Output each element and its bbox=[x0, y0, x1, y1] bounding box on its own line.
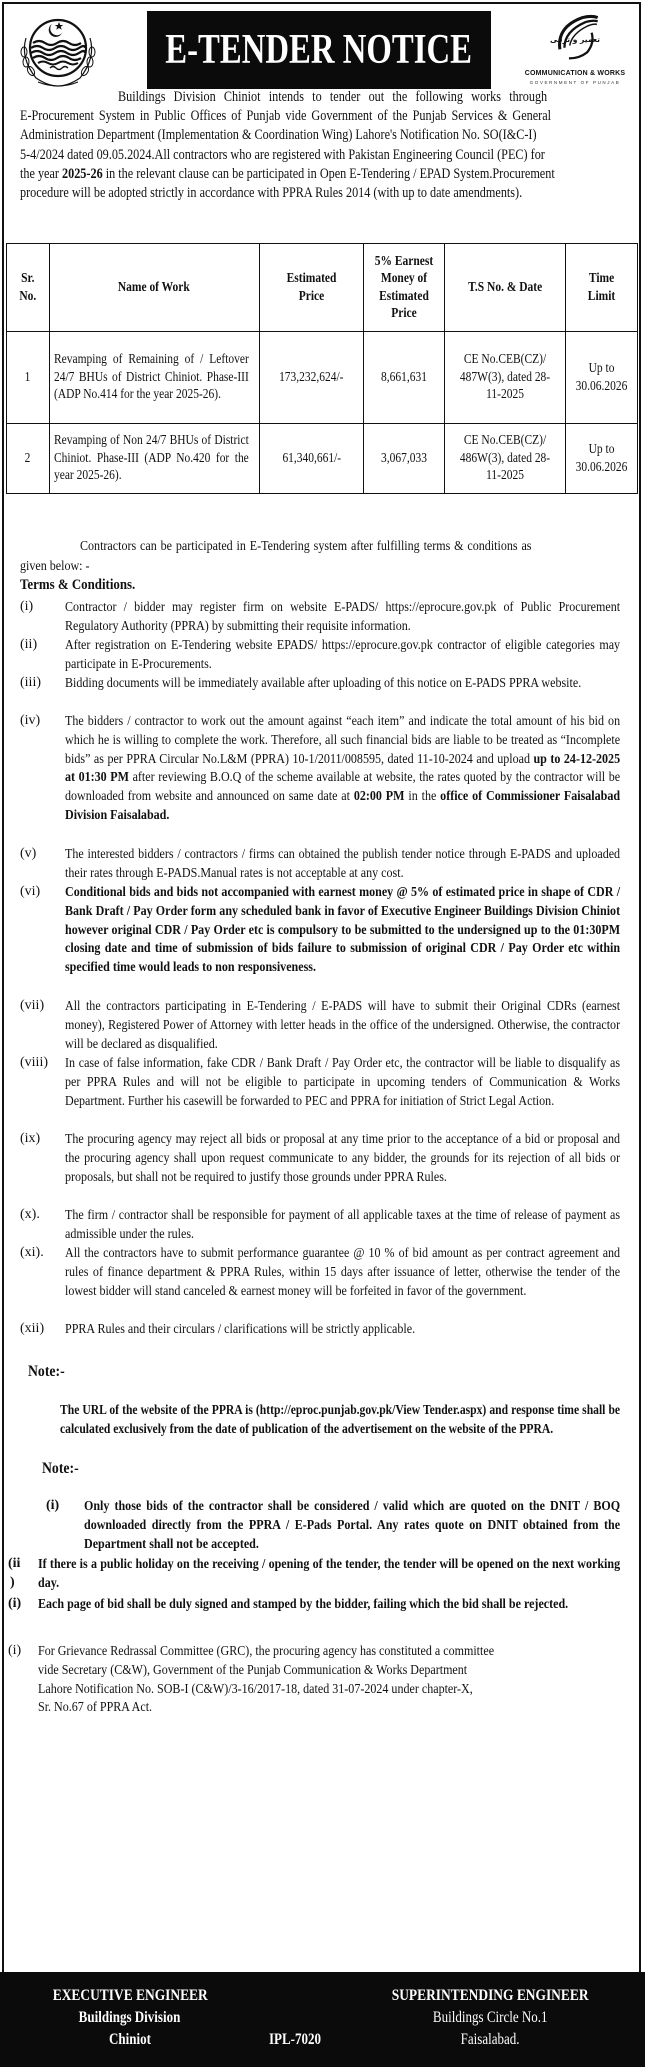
intro-line: procedure will be adopted strictly in accordance with PPRA Rules 2014 (with up to date amendments). bbox=[20, 185, 523, 202]
term-item: In case of false information, fake CDR / Bank Draft / Pay Order etc, the contractor will be liable to disqualify as per PPRA Rules and will not be eligible to participate in upcoming tenders of Communication & Works Department. Further his casewill be forwarded to PEC and PPRA for initiation of Strict Legal Action. bbox=[65, 1056, 621, 1109]
header-earnest-money: 5% Earnest Money of Estimated Price bbox=[363, 244, 444, 332]
footer-executive-engineer bbox=[30, 1985, 230, 2051]
cell-name-of-work: Revamping of Remaining of / Leftover 24/7 BHUs of District Chiniot. Phase-III (ADP No.414 for the year 2025-26). bbox=[49, 332, 259, 424]
footer-right-line1: Buildings Circle No.1 bbox=[432, 2009, 548, 2026]
cell-name-of-work: Revamping of Non 24/7 BHUs of District Chiniot. Phase-III (ADP No.420 for the year 2025-26). bbox=[49, 424, 259, 494]
note-2-heading: Note:- bbox=[42, 1460, 79, 1477]
term-item: The procuring agency may reject all bids or proposal at any time prior to the acceptance of a bid or proposal and the procuring agency shall upon request communicate to any bidder, the grounds for its rejection of all bids or proposals, but shall not be required to justify those grounds under PPRA Rules. bbox=[65, 1132, 621, 1185]
note-item: Each page of bid shall be duly signed and stamped by the bidder, failing which the bid shall be rejected. bbox=[38, 1597, 569, 1612]
term-number: (x). bbox=[20, 1207, 40, 1222]
note-item: Only those bids of the contractor shall be considered / valid which are quoted on the DNIT / BOQ downloaded directly from the PPRA / E-Pads Portal. Any rates quote on DNIT obtained from the Department shall not be accepted. bbox=[84, 1499, 621, 1552]
cell-estimated-price: 61,340,661/- bbox=[259, 424, 363, 494]
cw-logo-name: COMMUNICATION & WORKS bbox=[524, 70, 626, 77]
cell-sr: 2 bbox=[7, 424, 50, 494]
note-1-heading: Note:- bbox=[28, 1363, 65, 1380]
cell-ts-no-date: CE No.CEB(CZ)/ 486W(3), dated 28-11-2025 bbox=[444, 424, 565, 494]
table-header-row bbox=[7, 244, 638, 332]
punjab-government-seal-logo bbox=[14, 10, 102, 92]
note-number: (ii bbox=[8, 1556, 21, 1571]
cw-logo-subtitle: GOVERNMENT OF PUNJAB bbox=[529, 80, 621, 85]
term-item: The interested bidders / contractors / firms can obtained the publish tender notice through E-PADS and uploaded their rates through E-PADS.Manual rates is not acceptable at any cost. bbox=[65, 847, 621, 881]
note-number: (i) bbox=[46, 1498, 60, 1513]
header-ts-no-date: T.S No. & Date bbox=[444, 244, 565, 332]
footer-left-line2: Chiniot bbox=[109, 2031, 151, 2048]
term-number: (xi). bbox=[20, 1245, 44, 1260]
term-item: Contractor / bidder may register firm on website E-PADS/ https://eprocure.gov.pk of Public Procurement Regulatory Authority (PPRA) by submitting their requisite information. bbox=[65, 600, 621, 634]
note-item: For Grievance Redrassal Committee (GRC), the procuring agency has constituted a committee vide Secretary (C&W), Government of the Punjab Communication & Works Department Lahore Notification No. SOB-I (C&W)/3-16/2017-18, dated 31-07-2024 under chapter-X, Sr. No.67 of PPRA Act. bbox=[38, 1644, 495, 1716]
term-number: (vii) bbox=[20, 998, 45, 1013]
cell-sr: 1 bbox=[7, 332, 50, 424]
intro-paragraph bbox=[20, 88, 624, 203]
footer-left-line1: Buildings Division bbox=[79, 2009, 181, 2026]
intro-line: E-Procurement System in Public Offices of Punjab vide Government of the Punjab Services & General bbox=[20, 108, 551, 125]
term-item: The bidders / contractor to work out the amount against “each item” and indicate the total amount of his bid on which he is willing to complete the work. Therefore, all such financial bids are liable to be treated as “Incomplete bids” as per PPRA Circular No.L&M (PPRA) 10-1/2011/008595, dated 11-10-2024 and upload up to 24-12-2025 at 01:30 PM after reviewing B.O.Q of the scheme available at website, the rates quoted by the contractor will be downloaded from website and announced on same date at 02:00 PM in the office of Commissioner Faisalabad Division Faisalabad. bbox=[65, 714, 621, 823]
footer-superintending-engineer bbox=[365, 1985, 615, 2051]
intro-line: Administration Department (Implementation & Coordination Wing) Lahore's Notification No. SO(I&C-I) bbox=[20, 127, 537, 144]
term-number: (i) bbox=[20, 599, 34, 614]
term-item: All the contractors participating in E-Tendering / E-PADS will have to submit their Original CDRs (earnest money), Registered Power of Attorney with letter heads in the office of the undersigned. Otherwise, the contractor will be declared as disqualified. bbox=[65, 999, 621, 1052]
note-number-close: ) bbox=[10, 1575, 15, 1590]
note-item: If there is a public holiday on the receiving / opening of the tender, the tender will be opened on the next working day. bbox=[38, 1557, 621, 1591]
notice-title-banner bbox=[147, 11, 491, 89]
cell-earnest-money: 8,661,631 bbox=[363, 332, 444, 424]
term-item: PPRA Rules and their circulars / clarifications will be strictly applicable. bbox=[65, 1322, 416, 1337]
term-number: (vi) bbox=[20, 884, 41, 899]
term-item: Bidding documents will be immediately available after uploading of this notice on E-PADS PPRA website. bbox=[65, 676, 582, 691]
cw-logo-urdu-text: تعمیر و ترقی bbox=[550, 34, 600, 44]
intro-line: the year bbox=[20, 165, 63, 182]
footer-code: IPL-7020 bbox=[268, 2031, 322, 2048]
works-table bbox=[6, 243, 638, 494]
terms-heading: Terms & Conditions. bbox=[20, 577, 136, 593]
term-number: (iii) bbox=[20, 675, 41, 690]
communication-works-logo bbox=[515, 10, 635, 72]
cell-earnest-money: 3,067,033 bbox=[363, 424, 444, 494]
note-1-text: The URL of the website of the PPRA is (http://eproc.punjab.gov.pk/View Tender.aspx) and response time shall be calculated exclusively from the date of publication of the advertisement on the website of the PPRA. bbox=[60, 1402, 621, 1436]
header-estimated-price: Estimated Price bbox=[259, 244, 363, 332]
intro-line: Buildings Division Chiniot intends to tender out the following works through bbox=[118, 89, 548, 105]
cell-ts-no-date: CE No.CEB(CZ)/ 487W(3), dated 28-11-2025 bbox=[444, 332, 565, 424]
term-number: (v) bbox=[20, 846, 37, 861]
notice-title: E-TENDER NOTICE bbox=[165, 27, 473, 73]
intro-year: 2025-26 bbox=[62, 165, 103, 182]
term-item: All the contractors have to submit performance guarantee @ 10 % of bid amount as per contract agreement and rules of finance department & PPRA Rules, within 15 days after issuance of letter, otherwise the tender of the lowest bidder will stand canceled & earnest money will be forfeited in favor of the government. bbox=[65, 1246, 621, 1299]
cell-estimated-price: 173,232,624/- bbox=[259, 332, 363, 424]
footer-left-title: EXECUTIVE ENGINEER bbox=[52, 1987, 208, 2004]
contractors-line-2: given below: - bbox=[20, 559, 90, 574]
note-number: (i) bbox=[8, 1643, 22, 1658]
term-number: (ii) bbox=[20, 637, 38, 652]
contractors-line: Contractors can be participated in E-Tendering system after fulfilling terms & conditions as bbox=[80, 539, 532, 554]
header-time-limit: Time Limit bbox=[565, 244, 637, 332]
term-number: (ix) bbox=[20, 1131, 41, 1146]
term-number: (iv) bbox=[20, 713, 41, 728]
footer-right-title: SUPERINTENDING ENGINEER bbox=[391, 1987, 589, 2004]
header-sr-no: Sr. No. bbox=[7, 244, 50, 332]
term-number: (xii) bbox=[20, 1321, 45, 1336]
intro-line: in the relevant clause can be participated in Open E-Tendering / EPAD System.Procurement bbox=[102, 165, 555, 182]
term-item: The firm / contractor shall be responsible for payment of all applicable taxes at the time of release of payment as admissible under the rules. bbox=[65, 1208, 621, 1242]
cell-time-limit: Up to 30.06.2026 bbox=[565, 332, 637, 424]
term-item: After registration on E-Tendering website EPADS/ https://eprocure.gov.pk contractor of eligible categories may participate in E-Procurements. bbox=[65, 638, 621, 672]
note-number: (i) bbox=[8, 1596, 22, 1611]
header-name-of-work: Name of Work bbox=[49, 244, 259, 332]
term-item: Conditional bids and bids not accompanied with earnest money @ 5% of estimated price in shape of CDR / Bank Draft / Pay Order form any scheduled bank in favor of Executive Engineer Buildings Division Chiniot however original CDR / Pay Order etc is compulsory to be submitted to the undersigned up to the 01:30PM closing date and time of submission of bids failure to submission of original CDR / Pay Order etc within specified time would leads to non responsiveness. bbox=[65, 885, 621, 976]
footer-right-line2: Faisalabad. bbox=[460, 2031, 520, 2048]
footer-ipl-code bbox=[240, 2029, 350, 2051]
table-row bbox=[7, 332, 638, 424]
intro-line: 5-4/2024 dated 09.05.2024.All contractors who are registered with Pakistan Engineering Council (PEC) for bbox=[20, 146, 545, 163]
table-row bbox=[7, 424, 638, 494]
cell-time-limit: Up to 30.06.2026 bbox=[565, 424, 637, 494]
term-number: (viii) bbox=[20, 1055, 48, 1070]
